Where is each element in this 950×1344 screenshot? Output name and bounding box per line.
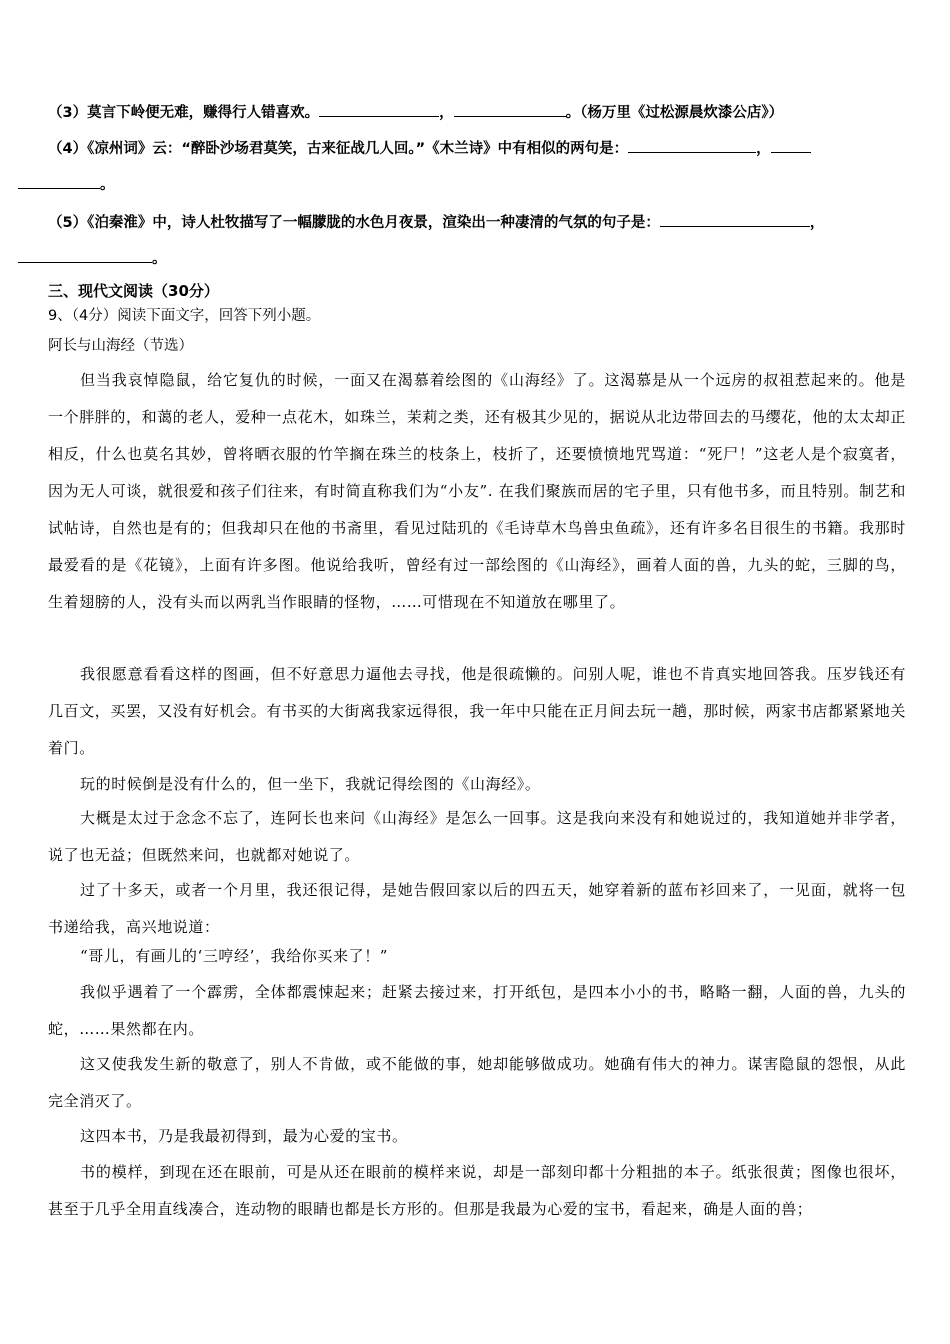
- passage-paragraph-6: “哥儿，有画儿的‘三哼经’，我给你买来了！”: [80, 947, 389, 965]
- separator: ，: [809, 215, 825, 231]
- answer-blank[interactable]: [660, 212, 810, 227]
- answer-blank[interactable]: [18, 248, 152, 263]
- answer-blank[interactable]: [628, 138, 756, 153]
- passage-paragraph-9: 这四本书，乃是我最初得到，最为心爱的宝书。: [80, 1127, 408, 1145]
- period: 。: [152, 251, 167, 267]
- question-9-instruction: 9、（4分）阅读下面文字，回答下列小题。: [48, 308, 321, 324]
- question-3-text: （3）莫言下岭便无难，赚得行人错喜欢。: [48, 105, 320, 121]
- period: 。: [100, 177, 115, 193]
- answer-blank[interactable]: [319, 102, 439, 117]
- passage-paragraph-4: 大概是太过于念念不忘了，连阿长也来问《山海经》是怎么一回事。这是我向来没有和她说过的，我知道她并非学者，说了也无益；但既然来问，也就都对她说了。: [48, 809, 906, 864]
- passage-paragraph-3: 玩的时候倒是没有什么的，但一坐下，我就记得绘图的《山海经》。: [80, 775, 541, 793]
- passage-paragraph-1: 但当我哀悼隐鼠，给它复仇的时候，一面又在渴慕着绘图的《山海经》了。这渴慕是从一个远房的叔祖惹起来的。他是一个胖胖的，和蔼的老人，爱种一点花木，如珠兰，茉莉之类，还有极其少见的，据说从北边带回去的马缨花，他的太太却正相反，什么也莫名其妙，曾将晒衣服的竹竿搁在珠兰的枝条上，枝折了，还要愤愤地咒骂道：“死尸！”这老人是个寂寞者，因为无人可谈，就很爱和孩子们往来，有时简直称我们为“小友”. 在我们聚族而居的宅子里，只有他书多，而且特别。制艺和试帖诗，自然也是有的；但我却只在他的书斋里，看见过陆玑的《毛诗草木鸟兽虫鱼疏》，还有许多名目很生的书籍。我那时最爱看的是《花镜》，上面有许多图。他说给我听，曾经有过一部绘图的《山海经》，画着人面的兽，九头的蛇，三脚的鸟，生着翅膀的人，没有头而以两乳当作眼睛的怪物，……可惜现在不知道放在哪里了。: [48, 371, 907, 611]
- passage-paragraph-2: 我很愿意看看这样的图画，但不好意思力逼他去寻找，他是很疏懒的。问别人呢，谁也不肯真实地回答我。压岁钱还有几百文，买罢，又没有好机会。有书买的大街离我家远得很，我一年中只能在正月间去玩一趟，那时候，两家书店都紧紧地关着门。: [48, 665, 907, 757]
- question-4: [48, 138, 918, 159]
- passage-paragraph-10: 书的模样，到现在还在眼前，可是从还在眼前的模样来说，却是一部刻印都十分粗拙的本子。纸张很黄；图像也很坏，甚至于几乎全用直线凑合，连动物的眼睛也都是长方形的。但那是我最为心爱的宝书，看起来，确是人面的兽；: [48, 1163, 906, 1218]
- question-3-source: （杨万里《过松源晨炊漆公店》）: [580, 105, 784, 121]
- passage-paragraph-7: 我似乎遇着了一个霹雳，全体都震悚起来；赶紧去接过来，打开纸包，是四本小小的书，略略一翻，人面的兽，九头的蛇，……果然都在内。: [48, 983, 906, 1038]
- passage-title: 阿长与山海经（节选）: [48, 338, 193, 354]
- separator: ，: [756, 141, 771, 157]
- question-5-continued: [48, 248, 918, 269]
- answer-blank[interactable]: [18, 174, 100, 189]
- separator: ，: [439, 105, 454, 121]
- question-4-text: （4）《凉州词》云：“醉卧沙场君莫笑，古来征战几人回。”《木兰诗》中有相似的两句是：: [48, 141, 629, 157]
- answer-blank[interactable]: [454, 102, 566, 117]
- question-5-text: （5）《泊秦淮》中，诗人杜牧描写了一幅朦胧的水色月夜景，渲染出一种凄清的气氛的句子是：: [48, 215, 660, 231]
- section-title: 三、现代文阅读（30分）: [48, 282, 219, 300]
- question-4-continued: [48, 174, 918, 195]
- passage-paragraph-5: 过了十多天，或者一个月里，我还很记得，是她告假回家以后的四五天，她穿着新的蓝布衫回来了，一见面，就将一包书递给我，高兴地说道：: [48, 881, 906, 936]
- answer-blank[interactable]: [771, 138, 811, 153]
- passage-paragraph-8: 这又使我发生新的敬意了，别人不肯做，或不能做的事，她却能够做成功。她确有伟大的神力。谋害隐鼠的怨恨，从此完全消灭了。: [48, 1055, 906, 1110]
- question-3: [48, 102, 918, 123]
- period: 。: [565, 105, 581, 121]
- question-5: [48, 212, 918, 233]
